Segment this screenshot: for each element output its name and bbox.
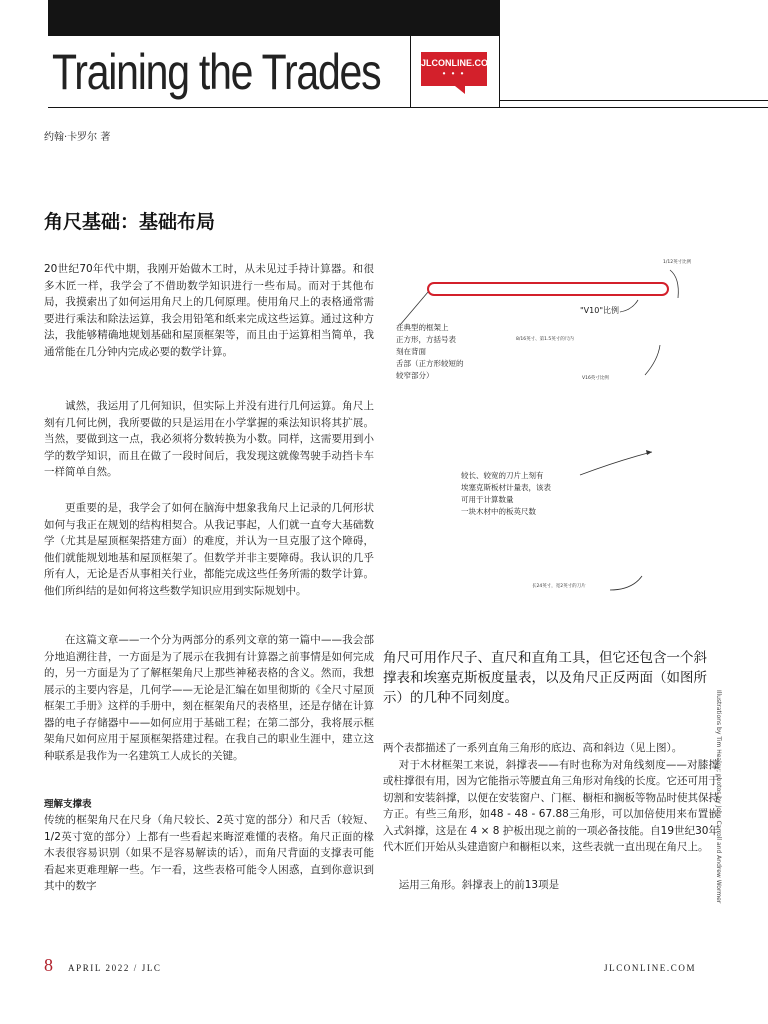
diagram-label: 长24英寸，宽2英寸的刀片 bbox=[532, 584, 586, 589]
body-paragraph-a: 两个表都描述了一系列直角三角形的底边、高和斜边（见上图）。 bbox=[383, 742, 683, 754]
header-divider bbox=[410, 35, 411, 107]
header-divider bbox=[48, 35, 500, 36]
body-paragraph: 诚然，我运用了几何知识，但实际上并没有进行几何运算。角尺上刻有几何比例，我所要做的只是运用在小学掌握的乘法知识将其扩展。当然，要做到这一点，我必须将分数转换为小数。同样，这需要用到小学的数学知识，而且在做了一段时间后，我发现这就像驾驶手动挡卡车一样简单自然。 bbox=[44, 400, 374, 478]
diagram-label: 8/16英寸、第1.5英寸的尺内 bbox=[516, 337, 574, 342]
header-divider bbox=[500, 100, 768, 101]
callout-line: 可用于计算数量 bbox=[461, 495, 514, 504]
subheading: 理解支撑表 bbox=[44, 799, 92, 810]
callout-line: 舌部（正方形较短的 bbox=[396, 359, 464, 368]
callout-arrow bbox=[400, 292, 428, 325]
callout-line: 刻在背面 bbox=[396, 347, 426, 356]
framing-square-outline bbox=[428, 283, 668, 295]
byline: 约翰·卡罗尔 著 bbox=[44, 132, 111, 143]
page-number: 8 bbox=[44, 955, 53, 975]
arrow-head bbox=[646, 450, 652, 455]
callout-line: 埃塞克斯板材计量表，该表 bbox=[461, 483, 551, 492]
body-paragraph: 传统的框架角尺在尺身（角尺较长、2英寸宽的部分）和尺舌（较短、1/2英寸宽的部分）上都有一些看起来晦涩难懂的表格。角尺正面的椽木表很容易识别（如果不是容易解读的话），而角尺背面的支撑表可能看起来更难理解一些。乍一看，这些表格可能令人困惑，直到你意识到其中的数字 bbox=[44, 814, 374, 892]
body-paragraph-b: 对于木材框架工来说，斜撑表——有时也称为对角线刻度——对膝撑或柱撑很有用，因为它能指示等腰直角三角形对角线的长度。它还可用于切割和安装斜撑，以便在安装窗户、门框、橱柜和搁板等物品时使其保持方正。有些三角形，如48 - 48 - 67.88三角形，可以加倍使用来布置嵌入式斜撑，这是在 4 × 8 护板出现之前的一项必备技能。自19世纪30年代木匠们开始从头建造窗户和橱柜以来，这些表就一直出现在角尺上。 bbox=[383, 758, 719, 853]
photo-credit: Illustrations by Tim Healey; photos by John Carroll and Andrew Wormer bbox=[715, 690, 722, 904]
callout-arrow bbox=[610, 576, 642, 590]
pull-quote: 角尺可用作尺子、直尺和直角工具，但它还包含一个斜撑表和埃塞克斯板度量表，以及角尺正反两面（如图所示）的几种不同刻度。 bbox=[383, 650, 707, 706]
callout-line: 正方形，方括号表 bbox=[396, 335, 456, 344]
callout-arrow bbox=[580, 452, 652, 475]
logo-text: JLCONLINE.COM bbox=[421, 58, 496, 68]
header-divider bbox=[499, 35, 500, 107]
callout-line: 一块木材中的板英尺数 bbox=[461, 507, 536, 516]
body-paragraph: 更重要的是，我学会了如何在脑海中想象我角尺上记录的几何形状如何与我正在规划的结构相契合。从我记事起，人们就一直夸大基础数学（尤其是屋顶框架搭建方面）的难度，并认为一旦克服了这个障碍，他们就能规划地基和屋顶框架了。但数学并非主要障碍。我认识的几乎所有人，无论是否从事相关行业，都能完成这些任务所需的数学计算。他们所纠结的是如何将这些数学知识应用到实际规划中。 bbox=[44, 502, 374, 597]
callout-line: 较窄部分） bbox=[396, 371, 434, 380]
diagram-callout bbox=[396, 322, 464, 382]
section-masthead: Training the Trades bbox=[52, 44, 381, 100]
article-title: 角尺基础：基础布局 bbox=[44, 211, 216, 233]
body-paragraph: 在这篇文章——一个分为两部分的系列文章的第一篇中——我会部分地追溯往昔，一方面是为了展示在我拥有计算器之前事情是如何完成的，另一方面是为了了解框架角尺上那些神秘表格的含义。然而，我想展示的主要内容是，几何学——无论是汇编在如里彻斯的《全尺寸屋顶框架工手册》这样的手册中，刻在框架角尺的表格里，还是存储在计算器的电子存储器中——如何应用于基础工程；在第二部分，我将展示框架角尺如何应用于屋顶框架搭建过程。在我自己的职业生涯中，建立这种联系是我作为一名建筑工人成长的关键。 bbox=[44, 634, 374, 762]
framing-square-diagram bbox=[380, 250, 725, 610]
header-divider bbox=[48, 107, 768, 108]
jlc-logo bbox=[421, 52, 496, 86]
site-link[interactable]: JLCONLINE.COM bbox=[604, 963, 697, 973]
issue-label: APRIL 2022 / JLC bbox=[68, 963, 162, 973]
callout-arrow bbox=[670, 270, 678, 298]
top-black-bar bbox=[48, 0, 500, 35]
callout-arrow bbox=[645, 345, 660, 375]
callout-line: 较长、较宽的刀片上刻有 bbox=[461, 471, 544, 480]
body-paragraph bbox=[383, 740, 719, 856]
diagram-label: V16英寸比例 bbox=[582, 376, 609, 381]
diagram-callout bbox=[461, 470, 551, 518]
callout-line: 在典型的框架上 bbox=[396, 323, 449, 332]
body-paragraph: 20世纪70年代中期，我刚开始做木工时，从未见过手持计算器。和很多木匠一样，我学会了不借助数学知识进行一些布局。而对于其他布局，我摸索出了如何运用角尺上的几何原理。使用角尺上的表格通常需要进行乘法和除法运算，我会用铅笔和纸来完成这些运算。通过这种方法，我能够精确地规划基础和屋顶框架等，而且由于运算相当简单，我通常能在几分钟内完成必要的数学计算。 bbox=[44, 263, 374, 358]
diagram-label: "V10"比例 bbox=[580, 306, 620, 315]
callout-arrow bbox=[620, 300, 638, 312]
body-paragraph: 运用三角形。斜撑表上的前13项是 bbox=[398, 879, 560, 891]
logo-dots: • • • bbox=[442, 69, 466, 78]
logo-tail bbox=[455, 86, 465, 94]
diagram-label: 1/12英寸比例 bbox=[663, 260, 692, 265]
